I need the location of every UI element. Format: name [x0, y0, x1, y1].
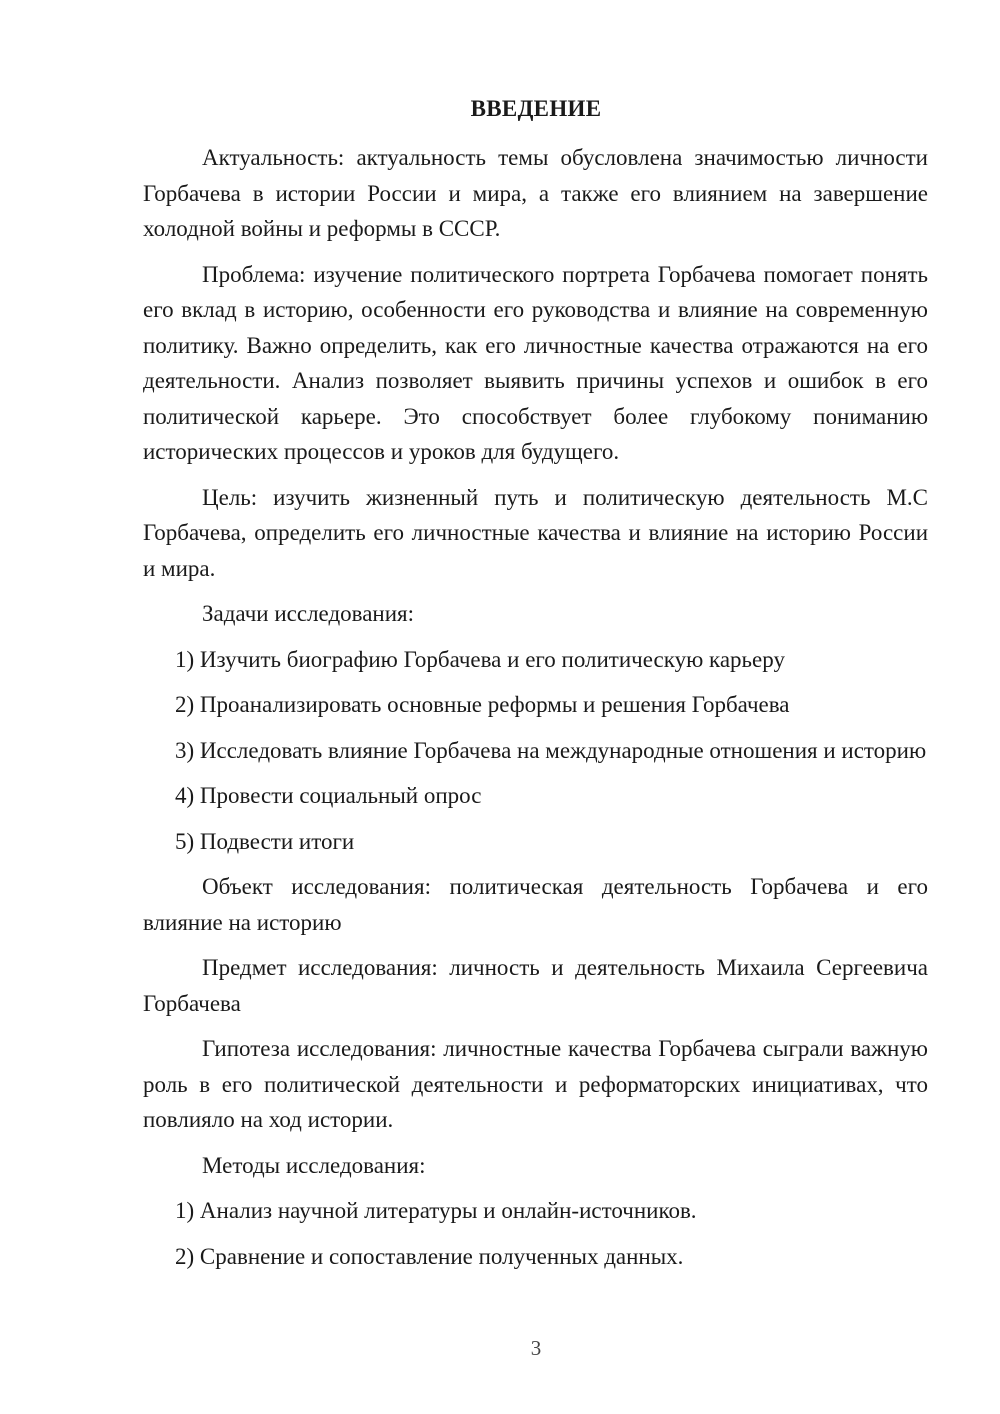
- task-item-5: 5) Подвести итоги: [175, 828, 355, 854]
- page-title: ВВЕДЕНИЕ: [470, 96, 602, 121]
- page-number: 3: [530, 1336, 542, 1360]
- task-item-4: 4) Провести социальный опрос: [175, 783, 482, 808]
- paragraph-relevance: Актуальность: актуальность темы обусловлена значимостью личности Горбачева в истории России и мира, а также его влиянием на завершение холодной войны и реформы в СССР.: [143, 145, 928, 241]
- document-body: [143, 140, 928, 1284]
- task-item-2: 2) Проанализировать основные реформы и решения Горбачева: [175, 692, 790, 717]
- method-item-1: 1) Анализ научной литературы и онлайн-источников.: [175, 1198, 697, 1223]
- task-item-3: 3) Исследовать влияние Горбачева на международные отношения и историю: [175, 737, 927, 763]
- tasks-heading: Задачи исследования:: [202, 601, 415, 626]
- task-item-1: 1) Изучить биографию Горбачева и его политическую карьеру: [175, 646, 785, 672]
- paragraph-object: Объект исследования: политическая деятельность Горбачева и его влияние на историю: [143, 874, 928, 935]
- paragraph-subject: Предмет исследования: личность и деятельность Михаила Сергеевича Горбачева: [143, 955, 928, 1016]
- paragraph-hypothesis: Гипотеза исследования: личностные качества Горбачева сыграли важную роль в его политической деятельности и реформаторских инициативах, что повлияло на ход истории.: [143, 1036, 928, 1132]
- methods-heading: Методы исследования:: [202, 1152, 426, 1178]
- method-item-2: 2) Сравнение и сопоставление полученных данных.: [175, 1243, 684, 1269]
- paragraph-problem: Проблема: изучение политического портрета Горбачева помогает понять его вклад в историю, особенности его руководства и влияние на современную политику. Важно определить, как его личностные качества отражаются на его деятельности. Анализ позволяет выявить причины успехов и ошибок в его политической карьере. Это способствует более глубокому пониманию исторических процессов и уроков для будущего.: [143, 261, 928, 464]
- paragraph-goal: Цель: изучить жизненный путь и политическую деятельность М.С Горбачева, определить его личностные качества и влияние на историю России и мира.: [143, 484, 928, 581]
